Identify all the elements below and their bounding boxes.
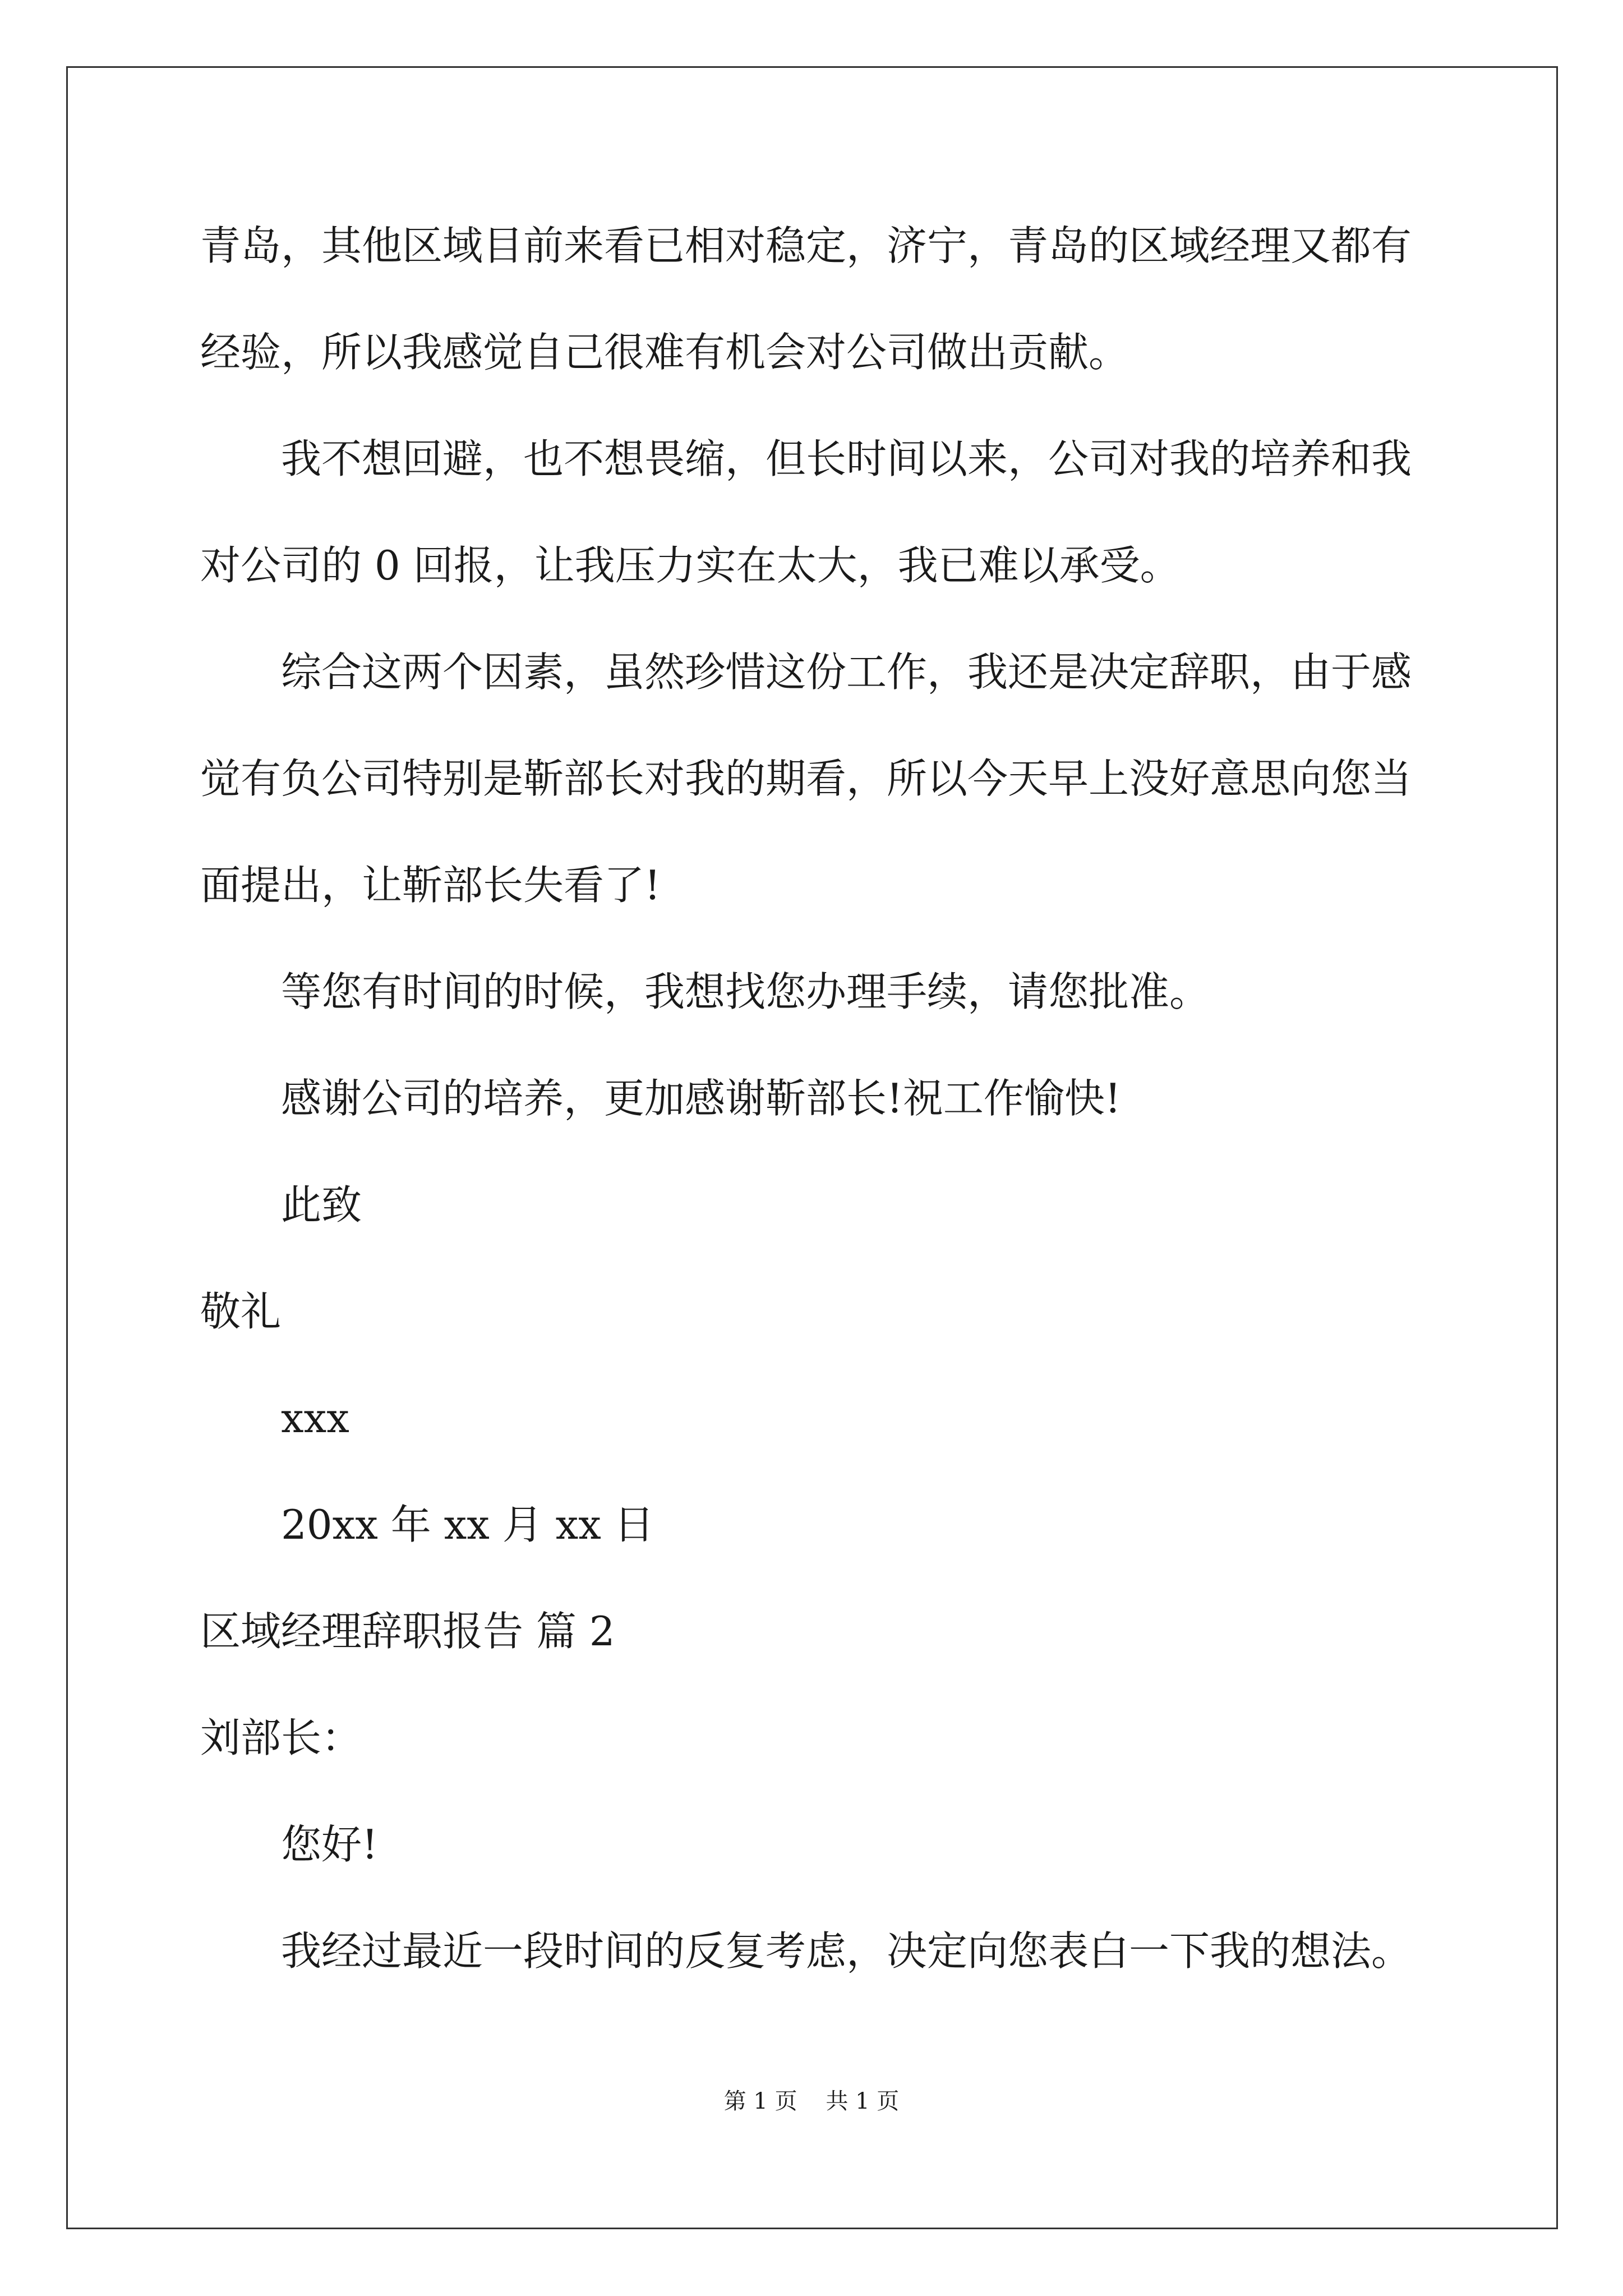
page-border: [66, 66, 1558, 2229]
text-line: 感谢公司的培养，更加感谢靳部长!祝工作愉快!: [281, 1075, 1121, 1122]
text-line: 经验，所以我感觉自己很难有机会对公司做出贡献。: [200, 329, 1129, 376]
text-line: 觉有负公司特别是靳部长对我的期看，所以今天早上没好意思向您当: [200, 755, 1412, 802]
closing-line: 此致: [281, 1181, 362, 1228]
text-line: 我经过最近一段时间的反复考虑，决定向您表白一下我的想法。: [281, 1927, 1412, 1975]
text-line: 综合这两个因素，虽然珍惜这份工作，我还是决定辞职，由于感: [281, 648, 1412, 696]
text-line: 青岛，其他区域目前来看已相对稳定，济宁，青岛的区域经理又都有: [200, 222, 1412, 269]
section-heading: 区域经理辞职报告 篇 2: [200, 1608, 615, 1655]
signature-name: xxx: [281, 1395, 349, 1442]
page-number-label: 第 1 页 共 1 页: [723, 2088, 900, 2114]
text-line: 等您有时间的时候，我想找您办理手续，请您批准。: [281, 968, 1210, 1015]
greeting-line: 您好!: [281, 1821, 378, 1868]
text-line: 我不想回避，也不想畏缩，但长时间以来，公司对我的培养和我: [281, 435, 1412, 482]
addressee-line: 刘部长：: [200, 1714, 362, 1761]
salutation-line: 敬礼: [200, 1288, 282, 1335]
signature-date: 20xx 年 xx 月 xx 日: [281, 1501, 654, 1548]
text-line: 面提出，让靳部长失看了!: [200, 862, 661, 909]
page-footer: [0, 2086, 1623, 2117]
text-line: 对公司的 0 回报，让我压力实在太大，我已难以承受。: [200, 542, 1181, 589]
